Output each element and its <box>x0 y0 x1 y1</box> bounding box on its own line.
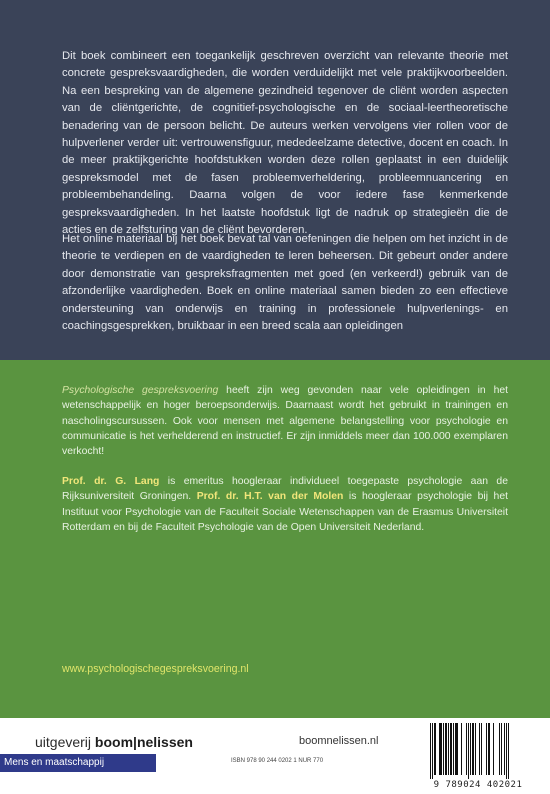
sales-paragraph <box>62 383 508 459</box>
blurb-paragraph-2: Het online materiaal bij het boek bevat tal van oefeningen die helpen om het inzicht in de theorie te verdiepen en de vaardigheden te leren beheersen. Dit gebeurt onder andere door demonstratie van gespreksfragmenten met goed (en verkeerd!) gebruik van de afzonderlijke vaardigheden. Boek en online materiaal samen bieden zo een effectieve ondersteuning van onderwijs en training in professionele hulpverlenings- en coachingsgesprekken, bruikbaar in een breed scala aan opleidingen <box>62 233 508 333</box>
barcode-bar <box>448 723 449 775</box>
author-2-bio: is hoogleraar psychologie bij het Instituut voor Psychologie van de Faculteit Sociale Wetenschappen van de Erasmus Universiteit Rotterdam en bij de Faculteit Psychologie van de Open Universiteit Nederland. <box>62 491 508 533</box>
barcode-bar <box>439 723 442 775</box>
barcode-bar <box>486 723 487 775</box>
barcode-bar <box>432 723 433 779</box>
series-band: Mens en maatschappij <box>0 754 156 772</box>
barcode-bar <box>475 723 476 775</box>
barcode-bar <box>504 723 505 775</box>
barcode-bar <box>466 723 467 775</box>
book-title-italic: Psychologische gespreksvoering <box>62 385 219 396</box>
barcode-bar <box>434 723 436 775</box>
barcode-icon <box>426 721 530 781</box>
website-link[interactable]: www.psychologischegespreksvoering.nl <box>62 663 249 675</box>
barcode-bar <box>455 723 458 775</box>
publisher-name: boom|nelissen <box>94 734 193 750</box>
author-1-name: Prof. dr. G. Lang <box>62 476 160 487</box>
sales-text: heeft zijn weg gevonden naar vele opleidingen in het wetenschappelijk en hoger beroepsonderwijs. Daarnaast wordt het gebruikt in trainingen en nascholingscursussen. Ook voor mensen met algemene belangstelling voor psychologie en communicatie is het verhelderend en instructief. Er zijn inmiddels meer dan 100.000 exemplaren verkocht! <box>62 385 509 458</box>
barcode-bar <box>430 723 431 779</box>
footer <box>0 718 550 794</box>
back-cover-top-panel <box>0 0 550 360</box>
isbn-line: ISBN 978 90 244 0202 1 NUR 770 <box>231 758 324 764</box>
barcode-bar <box>493 723 494 775</box>
barcode-bar <box>468 723 469 779</box>
barcode-bar <box>479 723 480 775</box>
barcode-bar <box>488 723 490 775</box>
barcode-bar <box>450 723 452 775</box>
barcode-bar <box>501 723 502 775</box>
barcode <box>426 721 530 791</box>
publisher-logo <box>35 734 193 750</box>
barcode-bar <box>445 723 447 775</box>
barcode-bar <box>472 723 474 775</box>
barcode-bar <box>461 723 462 775</box>
barcode-bar <box>499 723 500 775</box>
barcode-number: 9 789024 402021 <box>433 780 523 790</box>
barcode-bar <box>453 723 454 775</box>
author-2-name: Prof. dr. H.T. van der Molen <box>196 491 344 503</box>
barcode-bar <box>443 723 444 775</box>
blurb-paragraph-1: Dit boek combineert een toegankelijk geschreven overzicht van relevante theorie met concrete gespreksvaardigheden, die worden verduidelijkt met vele praktijkvoorbeelden. Na een bespreking van de algemene gezindheid tegenover de cliënt worden aspecten van de cliëntgerichte, de cognitief-psychologische en de sociaal-leertheoretische benadering van de persoon belicht. De auteurs werken vervolgens vier rollen voor de hulpverlener verder uit: vertrouwensfiguur, mededeelzame detective, docent en coach. In de meer praktijkgerichte hoofdstukken worden deze rollen geplaatst in een duidelijk gespreksmodel met de fasen probleemverheldering, probleemnuancering en probleembehandeling. Daarna volgen de voor iedere fase kenmerkende gespreksvaardigheden. In het laatste hoofdstuk ligt de nadruk op strategieën die de acties en de zelfsturing van de cliënt bevorderen. <box>62 50 508 237</box>
barcode-bar <box>470 723 471 775</box>
author-1-bio: is emeritus hoogleraar individueel toegepaste psychologie aan de Rijksuniversiteit Groningen. <box>62 476 508 503</box>
authors-paragraph <box>62 474 508 535</box>
barcode-bar <box>481 723 482 775</box>
publisher-prefix: uitgeverij <box>35 734 95 750</box>
barcode-bar <box>506 723 507 779</box>
barcode-bar <box>508 723 509 779</box>
publisher-website[interactable]: boomnelissen.nl <box>299 735 379 747</box>
back-cover-green-panel <box>0 360 550 718</box>
